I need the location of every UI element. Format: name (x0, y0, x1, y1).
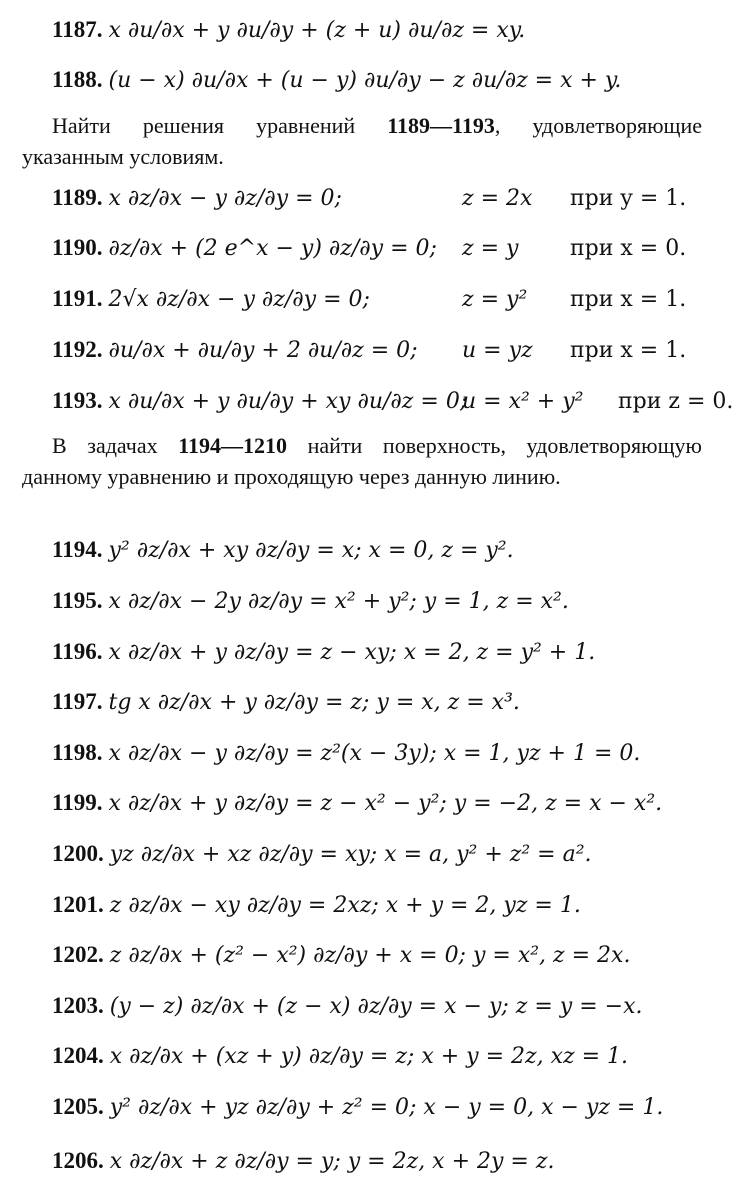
problem-1192 (52, 328, 732, 372)
equation: (u − x) ∂u/∂x + (u − y) ∂u/∂y − z ∂u/∂z = x + y. (108, 67, 622, 93)
problem-1196 (52, 630, 732, 674)
equation: 2√x ∂z/∂x − y ∂z/∂y = 0; (108, 286, 370, 312)
problem-1199 (52, 781, 732, 825)
equation: x ∂z/∂x − y ∂z/∂y = z²(x − 3y); x = 1, yz + 1 = 0. (108, 740, 641, 766)
equation: x ∂z/∂x − 2y ∂z/∂y = x² + y²; y = 1, z = x². (108, 588, 569, 614)
problem-number: 1196. (52, 639, 103, 664)
condition-where: при x = 1. (570, 286, 687, 312)
equation: y² ∂z/∂x + xy ∂z/∂y = x; x = 0, z = y². (108, 537, 514, 563)
instruction-paragraph-1: Найти решения уравнений 1189—1193, удовлетворяющие указанным условиям. (22, 113, 702, 169)
problem-1202 (52, 933, 732, 977)
problem-1206 (52, 1139, 732, 1183)
problem-1200 (52, 832, 732, 876)
equation: x ∂u/∂x + y ∂u/∂y + (z + u) ∂u/∂z = xy. (108, 17, 526, 43)
equation: y² ∂z/∂x + yz ∂z/∂y + z² = 0; x − y = 0, x − yz = 1. (109, 1094, 664, 1120)
problem-1198 (52, 731, 732, 775)
problem-1189 (52, 176, 732, 220)
condition: z = y (462, 235, 519, 261)
problem-number: 1190. (52, 235, 103, 260)
condition: z = y² (462, 286, 528, 312)
problem-number: 1200. (52, 841, 104, 866)
problem-number: 1194. (52, 537, 103, 562)
equation: x ∂u/∂x + y ∂u/∂y + xy ∂u/∂z = 0; (108, 388, 468, 414)
problem-number: 1189. (52, 185, 103, 210)
problem-1204 (52, 1034, 732, 1078)
problem-number: 1205. (52, 1094, 104, 1119)
instruction-paragraph-2: В задачах 1194—1210 найти поверхность, удовлетворяющую данному уравнению и проходящую через данную линию. (22, 433, 702, 489)
condition-where: при x = 1. (570, 337, 687, 363)
problem-1201 (52, 883, 732, 927)
equation: x ∂z/∂x + y ∂z/∂y = z − xy; x = 2, z = y² + 1. (108, 639, 596, 665)
problem-1205 (52, 1085, 732, 1129)
problem-1195 (52, 579, 732, 623)
condition-where: при y = 1. (570, 185, 687, 211)
equation: x ∂z/∂x + y ∂z/∂y = z − x² − y²; y = −2, z = x − x². (108, 790, 663, 816)
problem-number: 1195. (52, 588, 103, 613)
problem-number: 1197. (52, 689, 103, 714)
condition: u = x² + y² (462, 388, 584, 414)
equation: yz ∂z/∂x + xz ∂z/∂y = xy; x = a, y² + z² = a². (109, 841, 592, 867)
problem-1187 (52, 8, 732, 52)
problem-1188 (52, 58, 732, 102)
condition-where: при x = 0. (570, 235, 687, 261)
equation: ∂z/∂x + (2 e^x − y) ∂z/∂y = 0; (108, 235, 437, 261)
problem-number: 1193. (52, 388, 103, 413)
problem-1197 (52, 680, 732, 724)
condition: u = yz (462, 337, 533, 363)
problem-number: 1191. (52, 286, 103, 311)
problem-1190 (52, 226, 732, 270)
problem-number: 1199. (52, 790, 103, 815)
problem-number: 1203. (52, 993, 104, 1018)
problem-1191 (52, 277, 732, 321)
problem-1194 (52, 528, 732, 572)
equation: x ∂z/∂x − y ∂z/∂y = 0; (108, 185, 342, 211)
problem-number: 1192. (52, 337, 103, 362)
problem-number: 1187. (52, 17, 103, 42)
equation: tg x ∂z/∂x + y ∂z/∂y = z; y = x, z = x³. (108, 689, 520, 715)
equation: x ∂z/∂x + z ∂z/∂y = y; y = 2z, x + 2y = z. (109, 1148, 555, 1174)
equation: (y − z) ∂z/∂x + (z − x) ∂z/∂y = x − y; z = y = −x. (109, 993, 643, 1019)
problem-number: 1201. (52, 892, 104, 917)
equation: x ∂z/∂x + (xz + y) ∂z/∂y = z; x + y = 2z, xz = 1. (109, 1043, 628, 1069)
equation: z ∂z/∂x − xy ∂z/∂y = 2xz; x + y = 2, yz = 1. (109, 892, 581, 918)
problem-number: 1204. (52, 1043, 104, 1068)
equation: z ∂z/∂x + (z² − x²) ∂z/∂y + x = 0; y = x², z = 2x. (109, 942, 631, 968)
problem-1203 (52, 984, 732, 1028)
equation: ∂u/∂x + ∂u/∂y + 2 ∂u/∂z = 0; (108, 337, 418, 363)
problem-number: 1206. (52, 1148, 104, 1173)
problem-number: 1202. (52, 942, 104, 967)
condition-where: при z = 0. (618, 388, 734, 414)
problem-1193 (52, 379, 732, 423)
problem-number: 1198. (52, 740, 103, 765)
problem-number: 1188. (52, 67, 103, 92)
condition: z = 2x (462, 185, 533, 211)
